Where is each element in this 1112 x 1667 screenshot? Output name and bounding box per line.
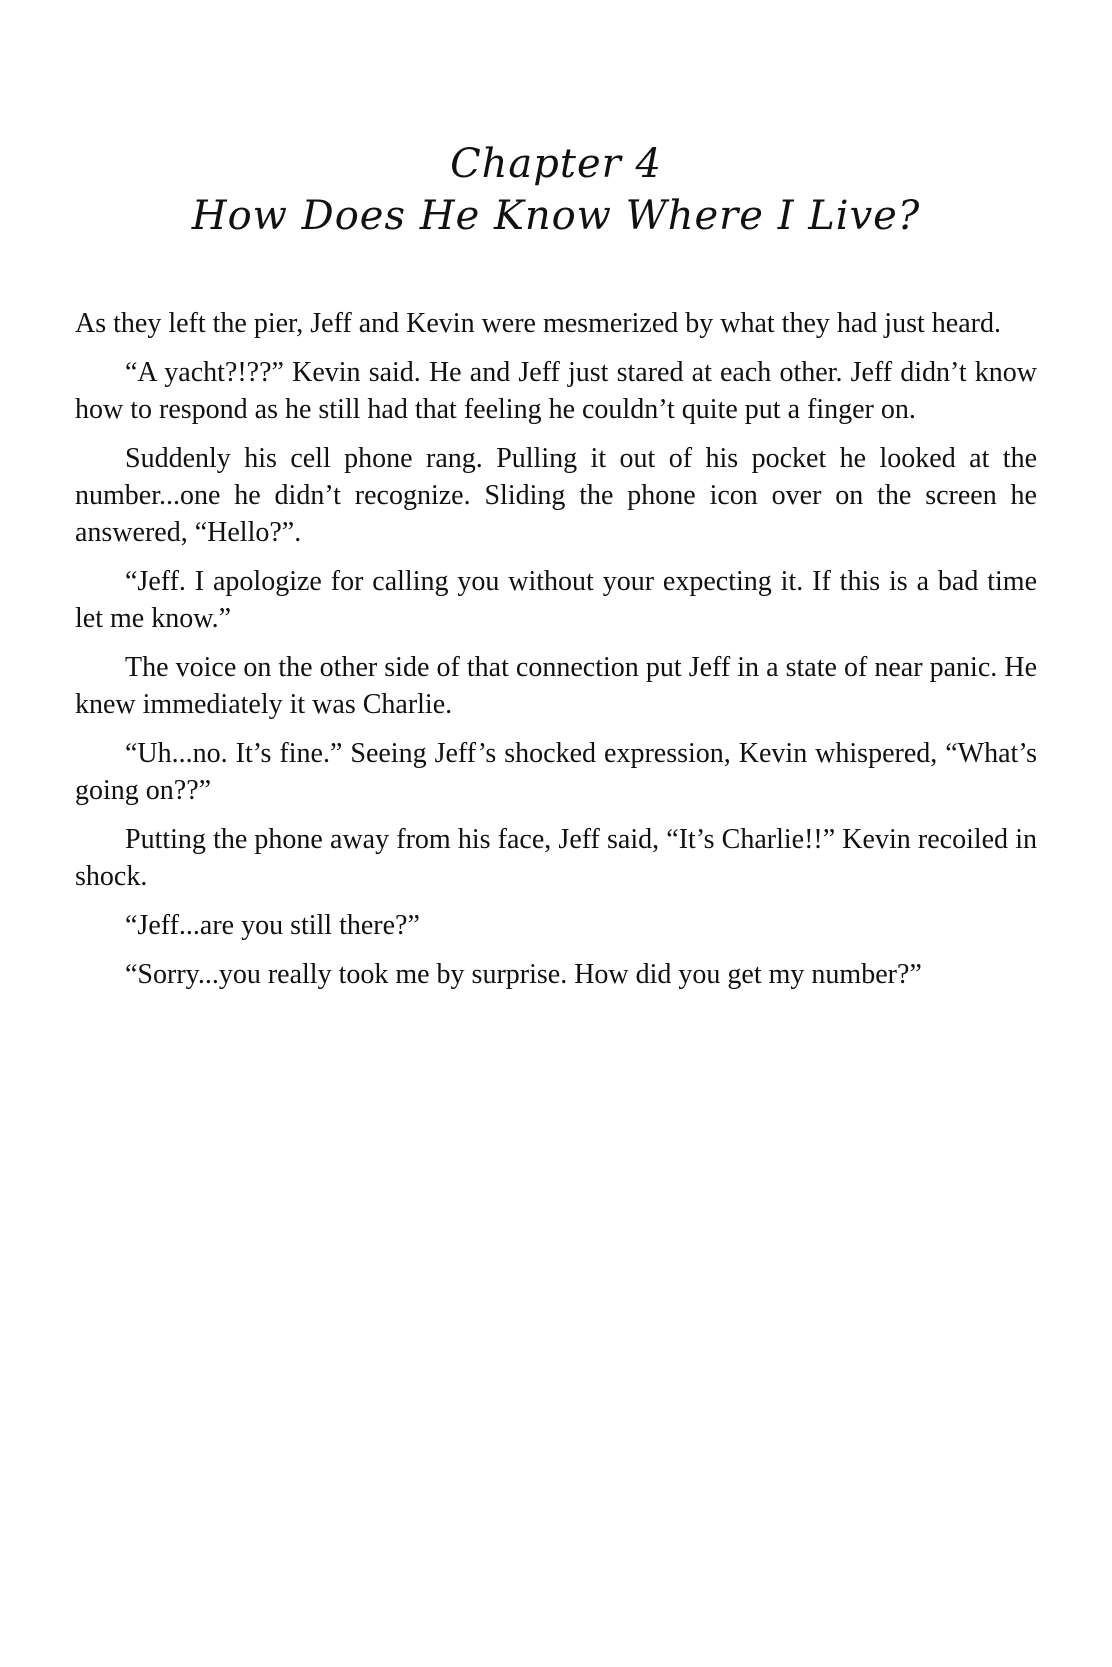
chapter-number: Chapter 4 <box>450 141 662 187</box>
paragraph: As they left the pier, Jeff and Kevin were mesmerized by what they had just heard. <box>75 308 1001 339</box>
paragraph: “Uh...no. It’s fine.” Seeing Jeff’s shocked expression, Kevin whispered, “What’s going on??” <box>75 738 1037 806</box>
chapter-heading <box>0 138 1112 242</box>
paragraph: Putting the phone away from his face, Jeff said, “It’s Charlie!!” Kevin recoiled in shock. <box>75 824 1037 892</box>
paragraph: “A yacht?!??” Kevin said. He and Jeff just stared at each other. Jeff didn’t know how to respond as he still had that feeling he couldn’t quite put a finger on. <box>75 357 1037 425</box>
chapter-title: How Does He Know Where I Live? <box>191 193 921 239</box>
paragraph: Suddenly his cell phone rang. Pulling it out of his pocket he looked at the number...one he didn’t recognize. Sliding the phone icon over on the screen he answered, “Hello?”. <box>75 443 1037 548</box>
paragraph: “Sorry...you really took me by surprise. How did you get my number?” <box>125 959 922 990</box>
paragraph: “Jeff...are you still there?” <box>125 910 420 941</box>
paragraph: “Jeff. I apologize for calling you without your expecting it. If this is a bad time let me know.” <box>75 566 1037 634</box>
paragraph: The voice on the other side of that connection put Jeff in a state of near panic. He knew immediately it was Charlie. <box>75 652 1037 720</box>
chapter-body <box>75 305 1037 1005</box>
